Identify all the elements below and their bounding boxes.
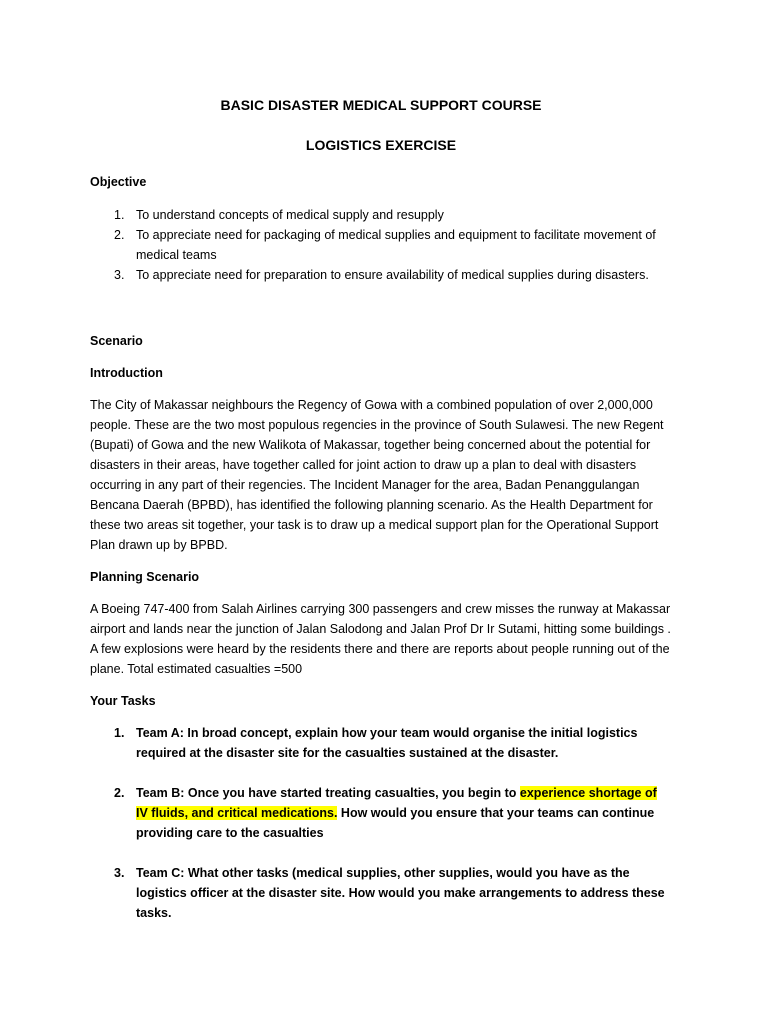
introduction-text: The City of Makassar neighbours the Regency of Gowa with a combined population of over 2,000,000 people. These are the two most populous regencies in the province of South Sulawesi. The new Regent (Bupati) of Gowa and the new Walikota of Makassar, together being concerned about the potential for disasters in their areas, have together called for joint action to draw up a plan to deal with disasters occurring in any part of their regencies. The Incident Manager for the area, Badan Penanggulangan Bencana Daerah (BPBD), has identified the following planning scenario. As the Health Department for these two areas sit together, your task is to draw up a medical support plan for the Operational Support Plan drawn up by BPBD.: [90, 398, 664, 552]
list-text: To appreciate need for preparation to ensure availability of medical supplies during disasters.: [136, 268, 649, 282]
list-item: [90, 205, 672, 225]
list-number: 1.: [114, 208, 125, 222]
introduction-heading: Introduction: [90, 366, 163, 380]
team-a-task: Team A: In broad concept, explain how your team would organise the initial logistics required at the disaster site for the casualties sustained at the disaster.: [136, 726, 638, 760]
planning-scenario-text: A Boeing 747-400 from Salah Airlines carrying 300 passengers and crew misses the runway at Makassar airport and lands near the junction of Jalan Salodong and Jalan Prof Dr Ir Sutami, hitting some buildings . A few explosions were heard by the residents there and there are reports about people running out of the plane. Total estimated casualties =500: [90, 602, 671, 676]
list-item: [90, 783, 672, 843]
team-b-task: [136, 786, 657, 840]
list-item: [90, 723, 672, 763]
team-b-task-end: How would you ensure that your teams can continue providing care to the casualties: [136, 806, 655, 840]
scenario-heading: Scenario: [90, 334, 143, 348]
document-title: BASIC DISASTER MEDICAL SUPPORT COURSE: [220, 97, 542, 113]
tasks-list: [90, 723, 672, 923]
list-number: 2.: [114, 228, 125, 242]
objective-heading: Objective: [90, 175, 147, 189]
team-c-task: Team C: What other tasks (medical supplies, other supplies, would you have as the logistics officer at the disaster site. How would you make arrangements to address these tasks.: [136, 866, 665, 920]
list-number: 3.: [114, 268, 125, 282]
list-text: To appreciate need for packaging of medical supplies and equipment to facilitate movement of medical teams: [136, 228, 656, 262]
list-item: [90, 265, 672, 285]
list-number: 1.: [114, 726, 125, 740]
planning-scenario-heading: Planning Scenario: [90, 570, 200, 584]
list-number: 2.: [114, 786, 125, 800]
list-item: [90, 863, 672, 923]
document-subtitle: LOGISTICS EXERCISE: [305, 137, 457, 153]
objective-list: [90, 205, 672, 285]
list-number: 3.: [114, 866, 125, 880]
tasks-heading: Your Tasks: [90, 694, 156, 708]
list-item: [90, 225, 672, 265]
team-b-task-start: Team B: Once you have started treating casualties, you begin to: [136, 786, 520, 800]
highlighted-text: experience shortage of IV fluids, and critical medications.: [136, 786, 657, 820]
list-text: To understand concepts of medical supply and resupply: [136, 208, 444, 222]
